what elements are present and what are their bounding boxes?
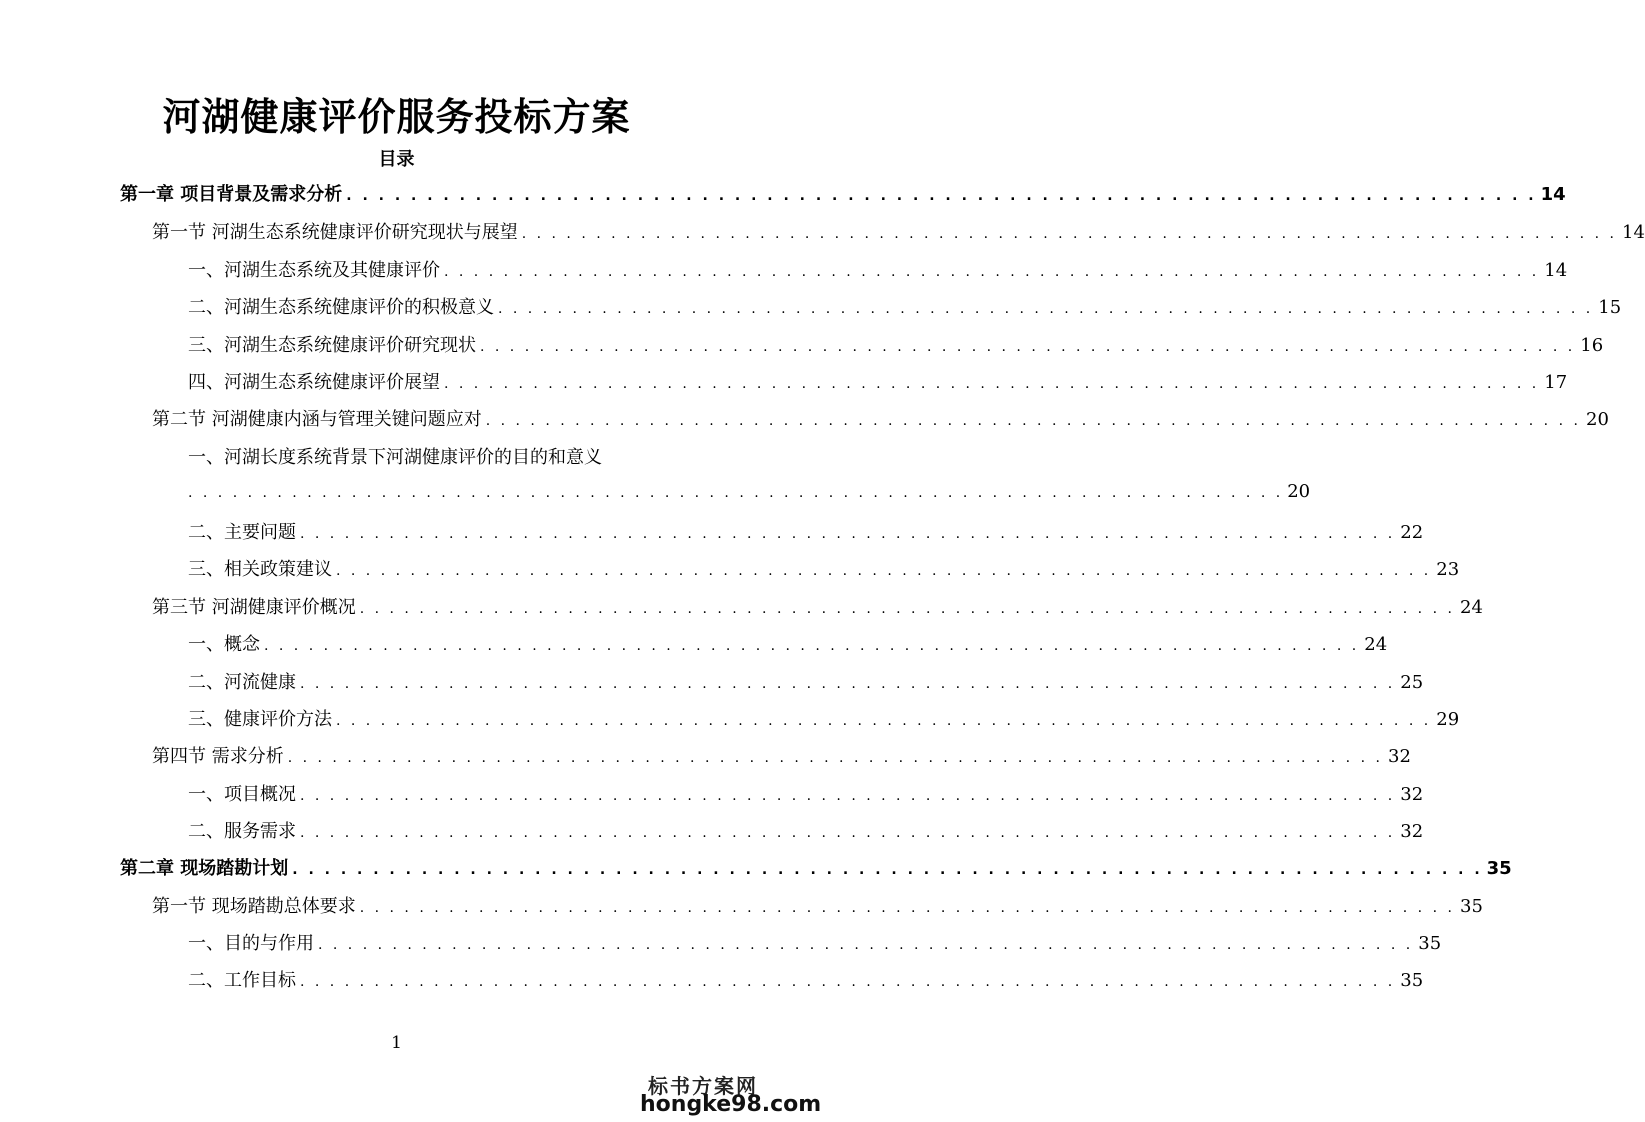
toc-leader-dots: [360, 900, 1455, 916]
toc-entry-item[interactable]: [188, 518, 1424, 544]
toc-entry-page: 35: [1460, 896, 1483, 917]
toc-entry-label: 二、主要问题: [188, 522, 296, 543]
toc-leader-dots: [300, 974, 1395, 990]
toc-entry-label: 第二节 河湖健康内涵与管理关键问题应对: [152, 409, 482, 430]
toc-entry-page: 24: [1364, 634, 1388, 655]
toc-entry-item[interactable]: [188, 929, 1442, 955]
toc-entry-item[interactable]: [188, 780, 1424, 806]
toc-entry-page: 23: [1436, 559, 1460, 580]
toc-leader-dots: [300, 526, 1395, 542]
toc-entry-section[interactable]: [152, 593, 1483, 619]
toc-entry-label: 一、项目概况: [188, 784, 296, 805]
toc-entry-label: 一、概念: [188, 634, 260, 655]
toc-entry-label: 第四节 需求分析: [152, 746, 284, 767]
toc-entry-page: 35: [1486, 858, 1512, 879]
toc-leader-dots: [480, 339, 1575, 355]
watermark-cn: 标书方案网: [648, 1074, 758, 1098]
toc-entry-page: 15: [1598, 297, 1622, 318]
toc-entry-item[interactable]: [188, 668, 1424, 694]
toc-entry-chapter[interactable]: [120, 180, 1566, 206]
toc-entry-label: 三、相关政策建议: [188, 559, 332, 580]
toc-leader-dots: [188, 485, 1283, 501]
toc-entry-label: 二、服务需求: [188, 821, 296, 842]
toc-entry-page: 17: [1544, 372, 1568, 393]
toc-leader-dots: [336, 563, 1431, 579]
toc-entry-label: 第二章 现场踏勘计划: [120, 858, 289, 879]
toc-leader-dots: [288, 750, 1383, 766]
toc-entry-page: 25: [1400, 672, 1424, 693]
toc-entry-page: 14: [1622, 222, 1645, 243]
toc-entry-label: 二、工作目标: [188, 970, 296, 991]
toc-entry-page: 20: [1287, 481, 1311, 502]
toc-entry-continuation[interactable]: [188, 481, 1311, 502]
toc-entry-label: 第一节 河湖生态系统健康评价研究现状与展望: [152, 222, 518, 243]
watermark-url: hongke98.com: [640, 1092, 822, 1117]
toc-entry-page: 14: [1544, 260, 1568, 281]
toc-entry-item[interactable]: [188, 256, 1568, 282]
toc-entry-label: 三、河湖生态系统健康评价研究现状: [188, 335, 476, 356]
toc-entry-page: 35: [1400, 970, 1424, 991]
toc-entry-section[interactable]: [152, 405, 1609, 431]
toc-entry-item[interactable]: [188, 368, 1568, 394]
toc-entry-label: 一、目的与作用: [188, 933, 314, 954]
toc-leader-dots: [522, 226, 1617, 242]
toc-entry-item[interactable]: [188, 293, 1622, 319]
toc-leader-dots: [336, 713, 1431, 729]
toc-entry-section[interactable]: [152, 742, 1411, 768]
toc-leader-dots: [300, 825, 1395, 841]
toc-entry-label: 三、健康评价方法: [188, 709, 332, 730]
toc-entry-section[interactable]: [152, 892, 1483, 918]
toc-leader-dots: [346, 188, 1536, 204]
toc-entry-label: 一、河湖长度系统背景下河湖健康评价的目的和意义: [188, 447, 602, 468]
toc-leader-dots: [498, 301, 1593, 317]
page-number: 1: [391, 1033, 402, 1053]
toc-entry-label: 二、河湖生态系统健康评价的积极意义: [188, 297, 494, 318]
toc-entry-page: 20: [1586, 409, 1609, 430]
toc-entry-item[interactable]: [188, 555, 1460, 581]
document-title: 河湖健康评价服务投标方案: [162, 95, 631, 139]
toc-entry-label: 第一章 项目背景及需求分析: [120, 184, 343, 205]
toc-entry-label: 第三节 河湖健康评价概况: [152, 597, 356, 618]
toc-entry-page: 32: [1400, 784, 1424, 805]
toc-entry-item[interactable]: [188, 630, 1388, 656]
toc-entry-section[interactable]: [152, 218, 1645, 244]
toc-entry-page: 14: [1540, 184, 1566, 205]
toc-entry-page: 29: [1436, 709, 1460, 730]
toc-entry-chapter[interactable]: [120, 854, 1512, 880]
toc-heading: 目录: [378, 149, 415, 170]
toc-leader-dots: [300, 788, 1395, 804]
toc-entry-item[interactable]: [188, 443, 678, 469]
toc-entry-page: 22: [1400, 522, 1424, 543]
toc-leader-dots: [318, 937, 1413, 953]
toc-entry-label: 一、河湖生态系统及其健康评价: [188, 260, 440, 281]
toc-leader-dots: [300, 676, 1395, 692]
toc-entry-item[interactable]: [188, 817, 1424, 843]
toc-leader-dots: [444, 376, 1539, 392]
toc-entry-item[interactable]: [188, 331, 1604, 357]
toc-entry-page: 35: [1418, 933, 1442, 954]
toc-leader-dots: [444, 264, 1539, 280]
toc-entry-page: 16: [1580, 335, 1604, 356]
toc-entry-page: 24: [1460, 597, 1483, 618]
toc-entry-label: 二、河流健康: [188, 672, 296, 693]
toc-entry-item[interactable]: [188, 705, 1460, 731]
toc-entry-label: 四、河湖生态系统健康评价展望: [188, 372, 440, 393]
toc-leader-dots: [360, 601, 1455, 617]
toc-leader-dots: [292, 862, 1482, 878]
toc-entry-page: 32: [1388, 746, 1411, 767]
toc-entry-item[interactable]: [188, 966, 1424, 992]
toc-entry-label: 第一节 现场踏勘总体要求: [152, 896, 356, 917]
toc-leader-dots: [264, 638, 1359, 654]
toc-entry-page: 32: [1400, 821, 1424, 842]
toc-leader-dots: [486, 413, 1581, 429]
